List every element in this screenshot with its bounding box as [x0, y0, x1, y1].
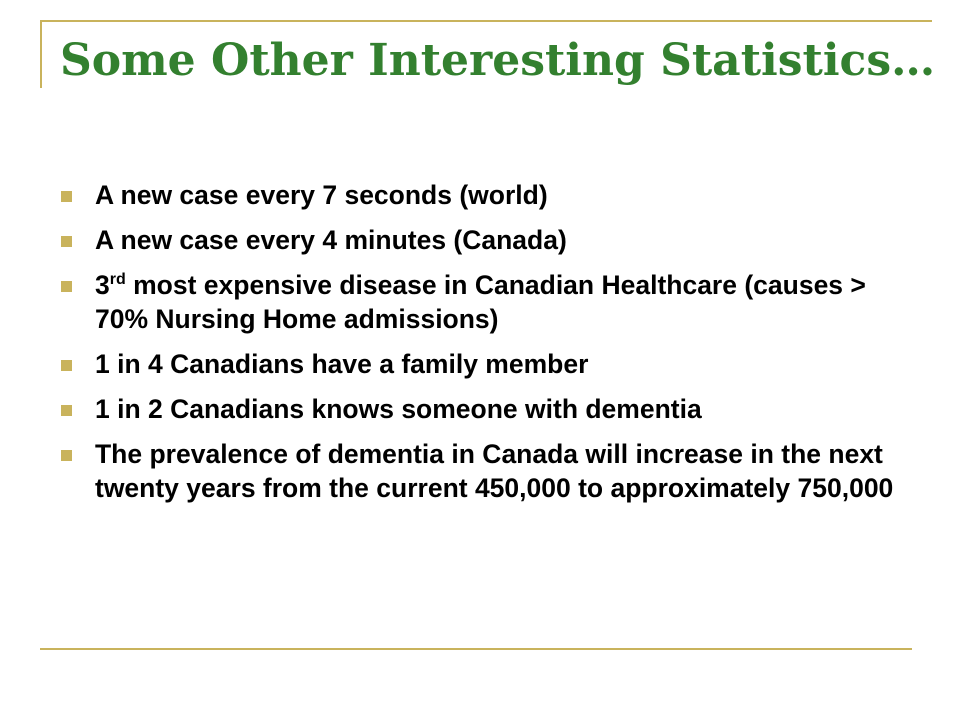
square-bullet-icon [61, 281, 72, 292]
frame-top-line [40, 20, 932, 22]
bullet-item-expensive-disease [60, 268, 910, 336]
bullet-item-family-member [60, 347, 910, 381]
bullet-list [60, 178, 910, 516]
bullet-superscript: rd [109, 271, 126, 288]
slide-title: Some Other Interesting Statistics… [60, 35, 936, 86]
bullet-prefix: 3 [95, 270, 110, 300]
bullet-item-knows-someone [60, 392, 910, 426]
square-bullet-icon [61, 236, 72, 247]
bullet-text: most expensive disease in Canadian Healthcare (causes > 70% Nursing Home admissions) [95, 270, 866, 334]
bullet-item-prevalence [60, 437, 910, 505]
frame-left-line [40, 20, 42, 88]
bullet-text: 1 in 4 Canadians have a family member [95, 349, 589, 379]
frame-bottom-line [40, 648, 912, 650]
bullet-text: The prevalence of dementia in Canada will increase in the next twenty years from the current 450,000 to approximately 750,000 [95, 439, 894, 503]
square-bullet-icon [61, 405, 72, 416]
bullet-text: A new case every 7 seconds (world) [95, 180, 548, 210]
bullet-text: A new case every 4 minutes (Canada) [95, 225, 567, 255]
bullet-item-canada-rate [60, 223, 910, 257]
square-bullet-icon [61, 450, 72, 461]
square-bullet-icon [61, 360, 72, 371]
bullet-text: 1 in 2 Canadians knows someone with dementia [95, 394, 702, 424]
bullet-item-world-rate [60, 178, 910, 212]
square-bullet-icon [61, 191, 72, 202]
